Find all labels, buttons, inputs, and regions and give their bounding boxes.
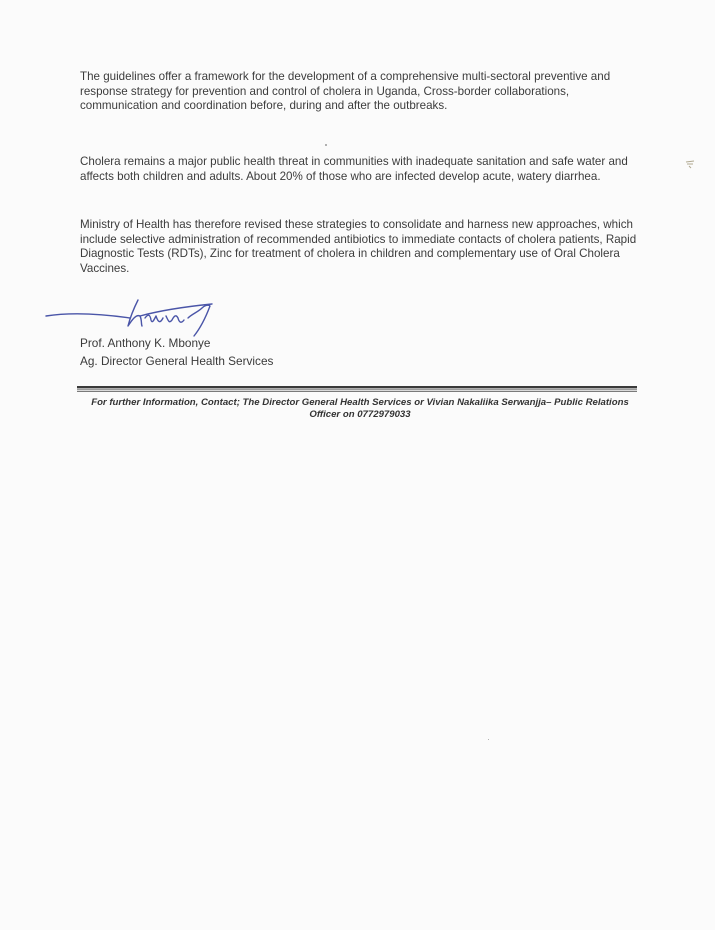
scan-speck <box>325 144 327 146</box>
paragraph-cholera-threat: Cholera remains a major public health threat in communities with inadequate sanitation and safe water and affects both children and adults. About 20% of those who are infected develop acute, watery diarrhea. <box>80 155 628 183</box>
signer-title: Ag. Director General Health Services <box>80 354 274 368</box>
scan-speck <box>488 739 489 740</box>
paragraph-ministry-strategies: Ministry of Health has therefore revised these strategies to consolidate and harness new approaches, which include selective administration of recommended antibiotics to immediate contacts of cholera patients, Rapid Diagnostic Tests (RDTs), Zinc for treatment of cholera in children and complementary use of Oral Cholera Vaccines. <box>80 218 637 275</box>
footer-divider <box>77 386 637 393</box>
handwritten-signature <box>42 290 232 340</box>
scan-mark <box>684 158 696 170</box>
contact-information: For further Information, Contact; The Director General Health Services or Vivian Nakaliika Serwanjja– Public Relations Officer on 0772979033 <box>91 397 629 421</box>
signer-name: Prof. Anthony K. Mbonye <box>80 336 211 350</box>
paragraph-guidelines: The guidelines offer a framework for the development of a comprehensive multi-sectoral preventive and response strategy for prevention and control of cholera in Uganda, Cross-border collaborations, communication and coordination before, during and after the outbreaks. <box>80 70 611 113</box>
